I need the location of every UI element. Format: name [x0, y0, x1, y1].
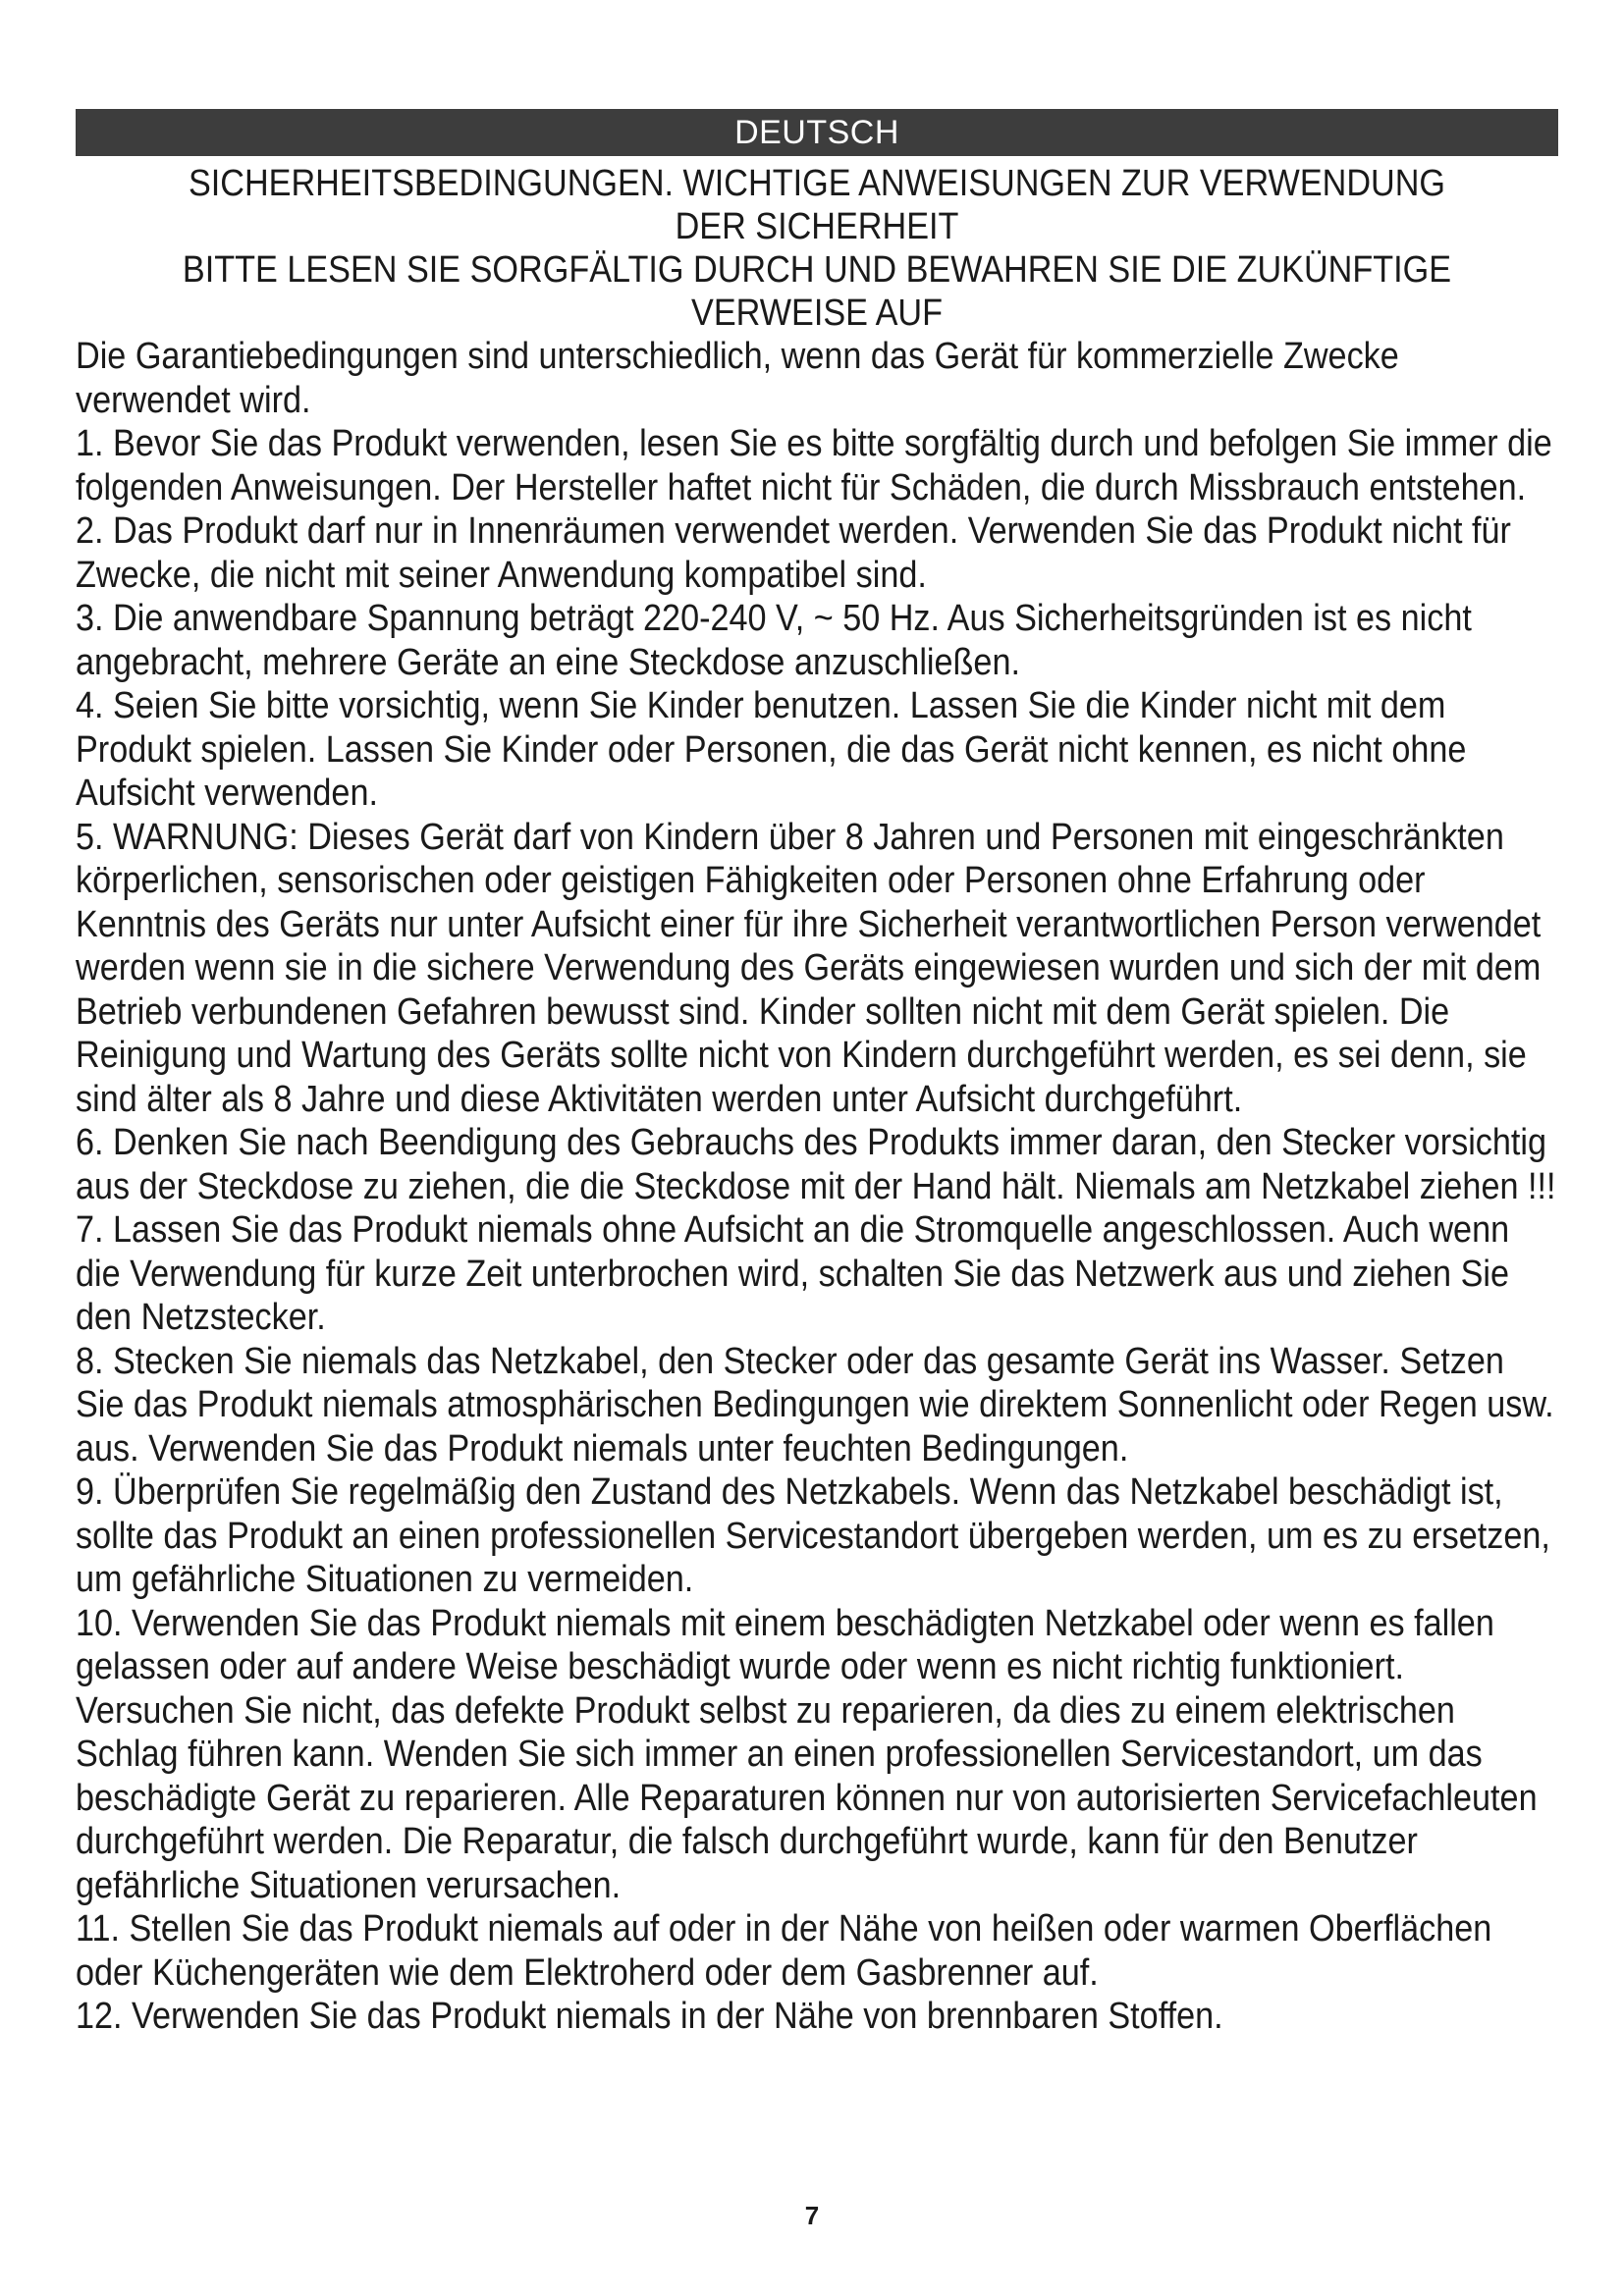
safety-title: SICHERHEITSBEDINGUNGEN. WICHTIGE ANWEISUNGEN ZUR VERWENDUNG DER SICHERHEIT — [188, 163, 1446, 247]
instruction-item-5: 5. WARNUNG: Dieses Gerät darf von Kindern über 8 Jahren und Personen mit eingeschränkten körperlichen, sensorischen oder geistigen Fähigkeiten oder Personen ohne Erfahrung oder Kenntnis des Geräts nur unter Aufsicht einer für ihre Sicherheit verantwortlichen Person verwendet werden wenn sie in die sichere Verwendung des Geräts eingewiesen wurden und sich der mit dem Betrieb verbundenen Gefahren bewusst sind. Kinder sollten nicht mit dem Gerät spielen. Die Reinigung und Wartung des Geräts sollte nicht von Kindern durchgeführt werden, es sei denn, sie sind älter als 8 Jahre und diese Aktivitäten werden unter Aufsicht durchgeführt. — [76, 816, 1542, 1120]
instruction-item-8: 8. Stecken Sie niemals das Netzkabel, den Stecker oder das gesamte Gerät ins Wasser. Setzen Sie das Produkt niemals atmosphärischen Bedingungen wie direktem Sonnenlicht oder Regen usw. aus. Verwenden Sie das Produkt niemals unter feuchten Bedingungen. — [76, 1340, 1554, 1469]
instruction-item-4: 4. Seien Sie bitte vorsichtig, wenn Sie Kinder benutzen. Lassen Sie die Kinder nicht mit dem Produkt spielen. Lassen Sie Kinder oder Personen, die das Gerät nicht kennen, es nicht ohne Aufsicht verwenden. — [76, 685, 1467, 814]
instruction-item-6: 6. Denken Sie nach Beendigung des Gebrauchs des Produkts immer daran, den Stecker vorsichtig aus der Steckdose zu ziehen, die die Steckdose mit der Hand hält. Niemals am Netzkabel ziehen !!! — [76, 1122, 1556, 1207]
language-header-bar: DEUTSCH — [76, 109, 1558, 156]
instruction-item-3: 3. Die anwendbare Spannung beträgt 220-240 V, ~ 50 Hz. Aus Sicherheitsgründen ist es nicht angebracht, mehrere Geräte an eine Steckdose anzuschließen. — [76, 598, 1472, 683]
safety-subtitle: BITTE LESEN SIE SORGFÄLTIG DURCH UND BEWAHREN SIE DIE ZUKÜNFTIGE VERWEISE AUF — [182, 249, 1452, 334]
instruction-item-7: 7. Lassen Sie das Produkt niemals ohne Aufsicht an die Stromquelle angeschlossen. Auch wenn die Verwendung für kurze Zeit unterbrochen wird, schalten Sie das Netzwerk aus und ziehen Sie den Netzstecker. — [76, 1209, 1510, 1338]
instruction-item-1: 1. Bevor Sie das Produkt verwenden, lesen Sie es bitte sorgfältig durch und befolgen Sie immer die folgenden Anweisungen. Der Hersteller haftet nicht für Schäden, die durch Missbrauch entstehen. — [76, 423, 1552, 508]
instruction-item-10: 10. Verwenden Sie das Produkt niemals mit einem beschädigten Netzkabel oder wenn es fallen gelassen oder auf andere Weise beschädigt wurde oder wenn es nicht richtig funktioniert. Versuchen Sie nicht, das defekte Produkt selbst zu reparieren, da dies zu einem elektrischen Schlag führen kann. Wenden Sie sich immer an einen professionellen Servicestandort, um das beschädigte Gerät zu reparieren. Alle Reparaturen können nur von autorisierten Servicefachleuten durchgeführt werden. Die Reparatur, die falsch durchgeführt wurde, kann für den Benutzer gefährliche Situationen verursachen. — [76, 1602, 1538, 1906]
instruction-item-12: 12. Verwenden Sie das Produkt niemals in der Nähe von brennbaren Stoffen. — [76, 1996, 1223, 2037]
document-page — [76, 109, 1558, 2039]
page-number: 7 — [804, 2201, 820, 2230]
warranty-note: Die Garantiebedingungen sind unterschiedlich, wenn das Gerät für kommerzielle Zwecke verwendet wird. — [76, 336, 1399, 421]
instruction-item-2: 2. Das Produkt darf nur in Innenräumen verwendet werden. Verwenden Sie das Produkt nicht für Zwecke, die nicht mit seiner Anwendung kompatibel sind. — [76, 510, 1511, 596]
instruction-item-11: 11. Stellen Sie das Produkt niemals auf oder in der Nähe von heißen oder warmen Oberflächen oder Küchengeräten wie dem Elektroherd oder dem Gasbrenner auf. — [76, 1908, 1492, 1994]
instructions-body — [76, 335, 1556, 2039]
instruction-item-9: 9. Überprüfen Sie regelmäßig den Zustand des Netzkabels. Wenn das Netzkabel beschädigt ist, sollte das Produkt an einen professionellen Servicestandort übergeben werden, um es zu ersetzen, um gefährliche Situationen zu vermeiden. — [76, 1471, 1550, 1600]
